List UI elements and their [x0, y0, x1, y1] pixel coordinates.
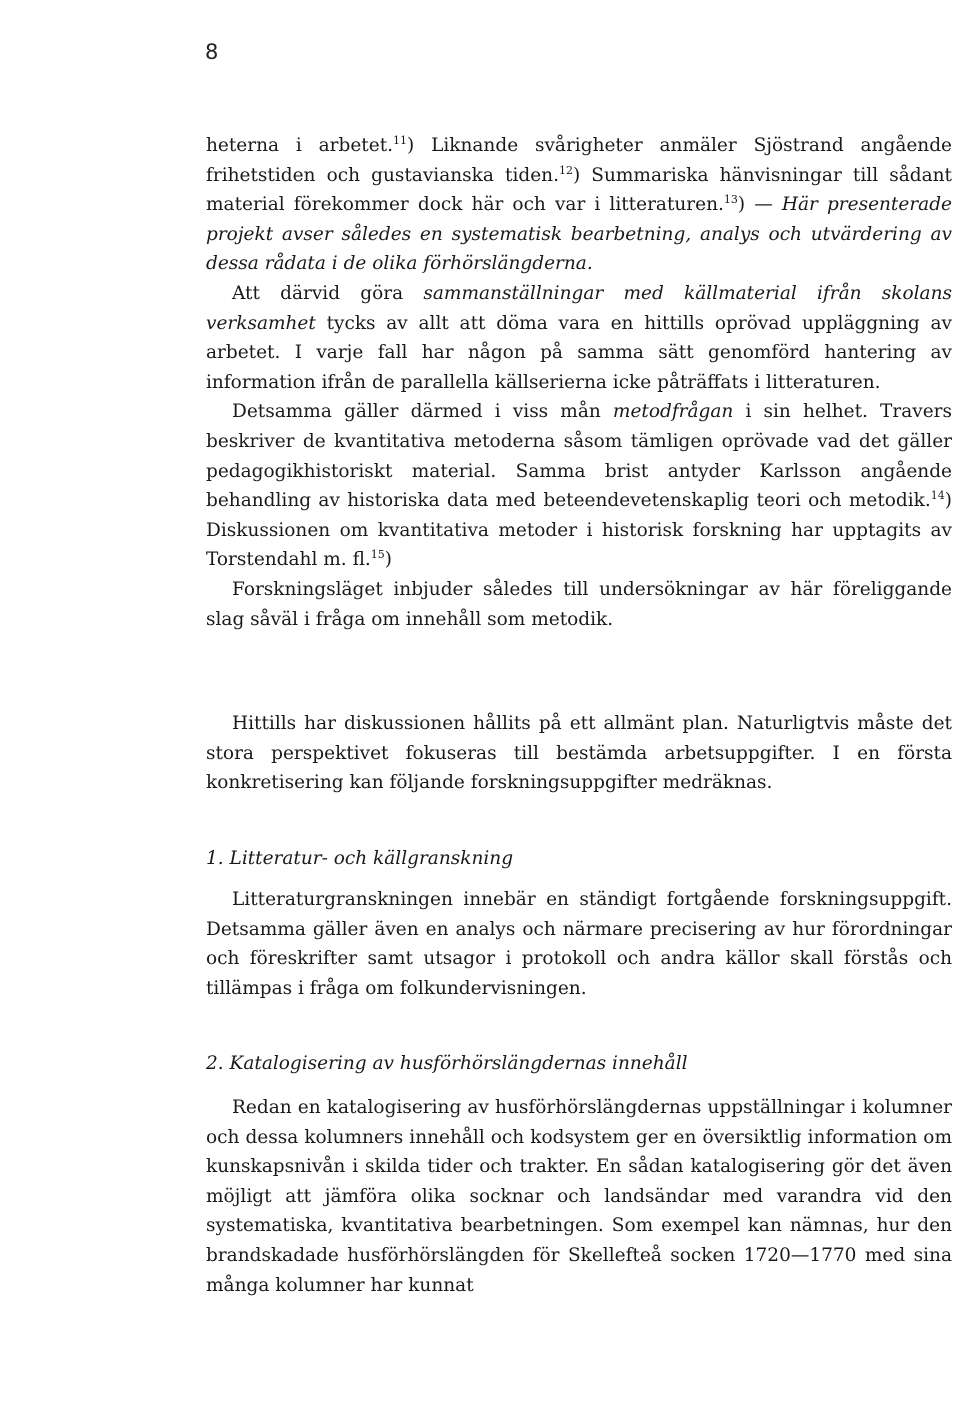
text-run: Att därvid göra — [232, 282, 424, 304]
text-run: ) Diskussionen om kvantitativa metoder i historisk forskning har upptagits av Torstendahl m. fl. — [206, 490, 952, 571]
footnote-ref-13: 13 — [723, 193, 738, 207]
section-2-body — [206, 1093, 952, 1300]
text-run: heterna i arbetet. — [206, 135, 394, 156]
text-run: tycks av allt att döma vara en hittills oprövad uppläggning av arbetet. I varje fall har någon på samma sätt genomförd hantering av information ifrån de parallella källserierna icke påträffats i litteraturen. — [206, 312, 952, 393]
text-run: Detsamma gäller därmed i viss mån — [232, 401, 613, 423]
section-2-paragraph: Redan en katalogisering av husförhörslängdernas uppställningar i kolumner och dessa kolumners innehåll och kodsystem ger en översiktlig information om kunskapsnivån i skilda tider och trakter. En sådan katalogisering gör det även möjligt att jämföra olika socknar och landsändar med varandra vid den systematiska, kvantitativa bearbetningen. Som exempel kan nämnas, hur den brandskadade husförhörslängden för Skellefteå socken 1720—1770 med sina många kolumner har kunnat — [206, 1097, 952, 1296]
paragraph-1 — [206, 131, 952, 279]
text-run: ) Liknande svårigheter anmäler Sjöstrand angående frihetstiden och gustavianska tiden. — [206, 135, 952, 186]
text-run: i sin helhet. Travers beskriver de kvantitativa metoderna såsom tämligen oprövade vad det gäller pedagogikhistoriskt material. Samma brist antyder Karlsson angående behandling av historiska data med beteendevetenskaplig teori och metodik. — [206, 401, 952, 512]
section-2-heading: 2. Katalogisering av husförhörslängdernas innehåll — [206, 1053, 688, 1074]
paragraph-4: Forskningsläget inbjuder således till undersökningar av här föreliggande slag såväl i fråga om innehåll som metodik. — [206, 578, 952, 630]
paragraph-2 — [206, 279, 952, 397]
footnote-ref-15: 15 — [370, 548, 385, 562]
section-1-body — [206, 885, 952, 1003]
emphasis-text: metodfrågan — [612, 401, 734, 423]
footnote-ref-11: 11 — [393, 134, 408, 147]
body-text-intro — [206, 709, 952, 798]
footnote-ref-14: 14 — [930, 489, 945, 503]
paragraph-5: Hittills har diskussionen hållits på ett allmänt plan. Naturligtvis måste det stora perspektivet fokuseras till bestämda arbetsuppgifter. I en första konkretisering kan följande forskningsuppgifter medräknas. — [206, 713, 952, 794]
text-run: ) — — [737, 194, 782, 216]
footnote-ref-12: 12 — [558, 163, 573, 177]
text-run: ) — [384, 549, 393, 571]
emphasis-text: sammanställningar med källmaterial ifrån skolans verksamhet — [206, 282, 952, 334]
section-1-heading: 1. Litteratur- och källgranskning — [206, 848, 514, 869]
emphasis-text: Här presenterade projekt avser således en systematisk bearbetning, analys och utvärdering av dessa rådata i de olika förhörslängderna. — [206, 194, 952, 275]
text-run: ) Summariska hänvisningar till sådant material förekommer dock här och var i litteraturen. — [206, 164, 952, 216]
paragraph-3 — [206, 397, 952, 575]
page-number: 8 — [205, 40, 219, 64]
body-text-top — [206, 131, 952, 634]
section-1-paragraph: Litteraturgranskningen innebär en ständigt fortgående forskningsuppgift. Detsamma gäller även en analys och närmare precisering av hur förordningar och föreskrifter samt utsagor i protokoll och andra källor skall förstås och tillämpas i fråga om folkundervisningen. — [206, 889, 952, 999]
